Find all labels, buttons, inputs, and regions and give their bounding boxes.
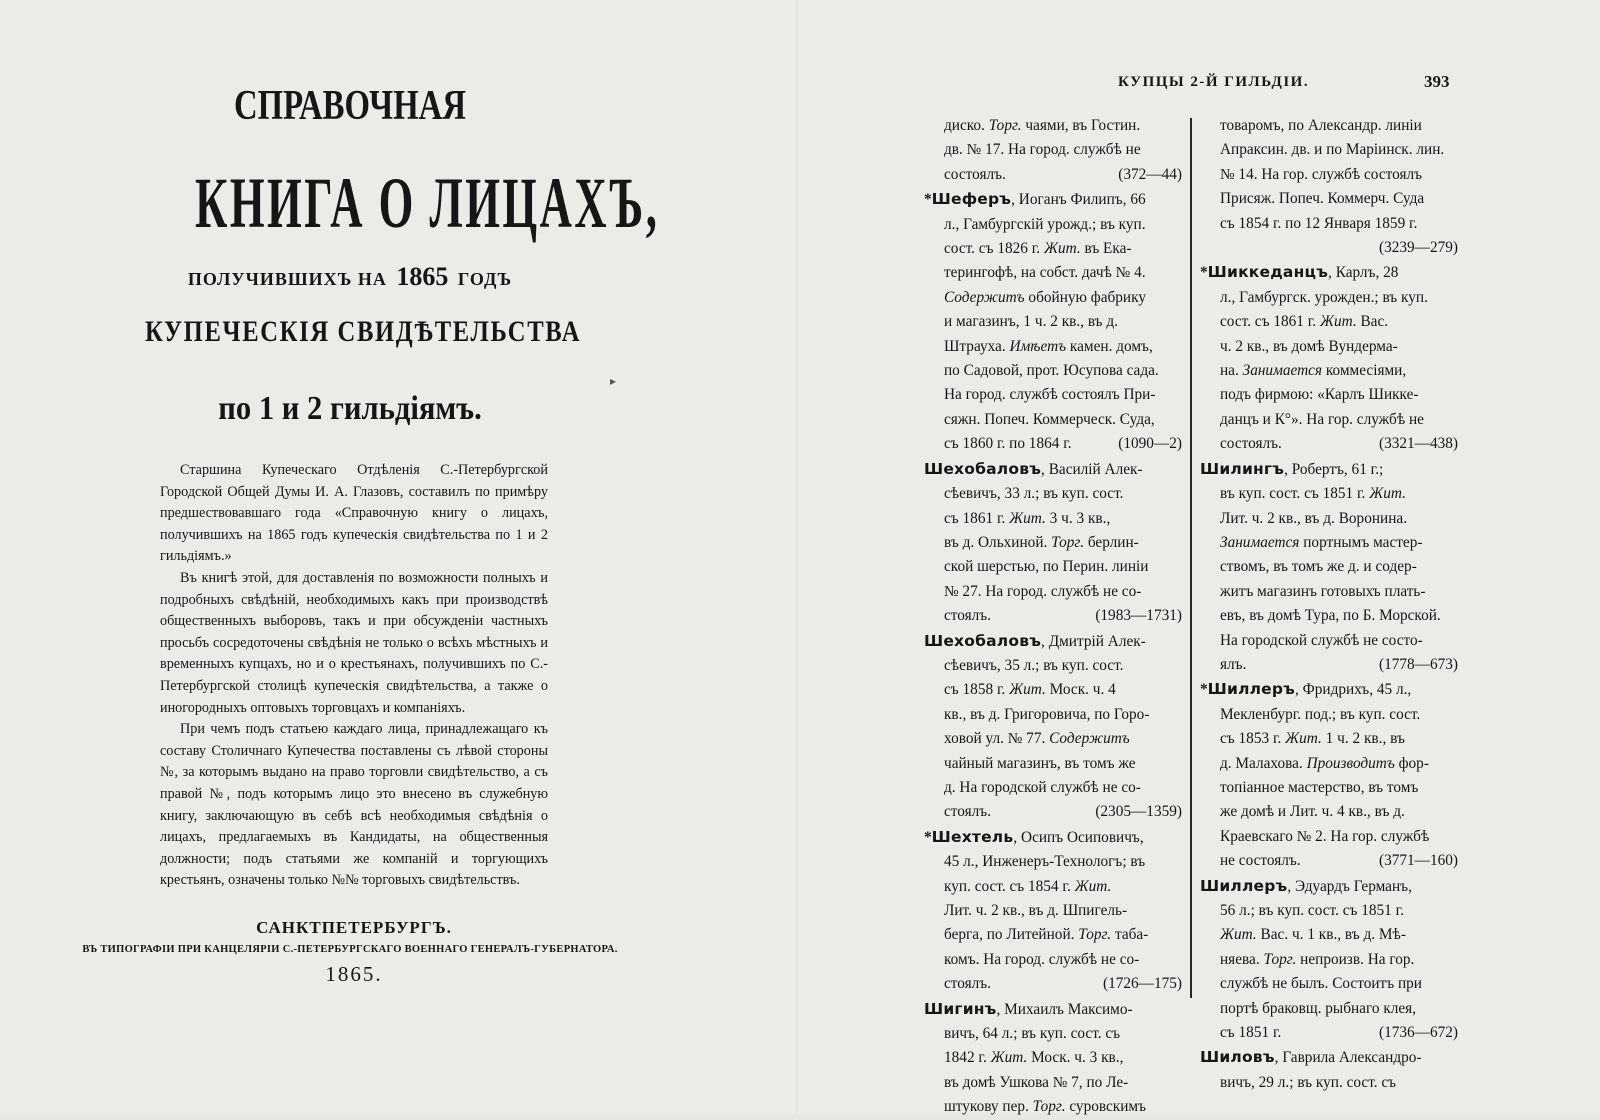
- preface-paragraph: При чемъ подъ статьею каждаго лица, принадлежащаго къ составу Столичнаго Купечества поставлены съ лѣвой стороны №, за которымъ выдано на право торговли свидѣтельство, а съ правой №, подъ которымъ лицо это внесено въ служебную книгу, заключающую въ себѣ всѣ необходимыя свѣдѣнія о лицахъ, предлагаемыхъ въ Кандидаты, на общественныя должности; подъ статьями же компаній и торгующихъ крестьянъ, означены только №№ торговыхъ свидѣтельствъ.: [160, 721, 548, 889]
- entry-surname: Шеферъ: [931, 190, 1012, 209]
- entry-number: (1736—672): [1378, 1024, 1458, 1042]
- title-line-2: КНИГА О ЛИЦАХЪ,: [195, 163, 660, 243]
- subtitle-year: 1865: [396, 262, 449, 291]
- entry-number: (3771—160): [1378, 852, 1458, 870]
- preface: [160, 460, 548, 892]
- entry-surname: Шиллеръ: [1200, 876, 1288, 895]
- entry-number: (372—44): [1118, 165, 1182, 183]
- directory-entry: Шиллеръ, Эдуардъ Германъ, 56 л.; въ куп. сост. съ 1851 г. Жит. Вас. ч. 1 кв., въ д. Мѣ- няева. Торг. непроизв. На гор. службѣ не былъ. Состоитъ при портѣ браковщ. рыбнаго клея, съ 1851 г. (1736—672): [1200, 874, 1458, 1046]
- paper-speck: ▸: [610, 374, 617, 388]
- title-line-1: СПРАВОЧНАЯ: [234, 83, 466, 129]
- left-page: [0, 0, 800, 1113]
- entry-number: (1778—673): [1378, 655, 1458, 673]
- entry-surname: Шехобаловъ: [924, 459, 1042, 478]
- entry-surname: Шехтель: [931, 827, 1014, 846]
- directory-entry: диско. Торг. чаями, въ Гостин. дв. № 17. На город. службѣ не состоялъ. (372—44): [924, 114, 1182, 187]
- directory-entry: *Шиккеданцъ, Карлъ, 28 л., Гамбургск. урожден.; въ куп. сост. съ 1861 г. Жит. Вас. ч. 2 кв., въ домѣ Вундерма- на. Занимается коммесіями, подъ фирмою: «Карлъ Шикке- данцъ и К°». На гор. службѣ не состоялъ. (3321—438): [1200, 260, 1458, 456]
- directory-entry: Шехобаловъ, Дмитрій Алек- сѣевичъ, 35 л.; въ куп. сост. съ 1858 г. Жит. Моск. ч. 4 кв., въ д. Григоровича, по Горо- ховой ул. № 77. Содержитъ чайный магазинъ, въ томъ же д. На городской службѣ не со- стоялъ. (2305—1359): [924, 629, 1182, 825]
- entry-surname: Шехобаловъ: [924, 631, 1042, 650]
- entry-number: (3239—279): [1378, 239, 1458, 257]
- title-line-4: КУПЕЧЕСКІЯ СВИДѢТЕЛЬСТВА: [145, 315, 582, 348]
- preface-paragraph: Старшина Купеческаго Отдѣленія С.-Петербургской Городской Общей Думы И. А. Глазовъ, составилъ по примѣру предшествовавшаго года «Справочную книгу о лицахъ, получившихъ на 1865 годъ купеческія свидѣтельства по 1 и 2 гильдіямъ.»: [160, 462, 548, 565]
- imprint-city: САНКТПЕТЕРБУРГЪ.: [256, 918, 452, 937]
- entry-number: (3321—438): [1378, 435, 1458, 453]
- page-number: 393: [1424, 72, 1450, 91]
- preface-paragraph: Въ книгѣ этой, для доставленія по возможности полныхъ и подробныхъ свѣдѣній, необходимыхъ какъ при производствѣ общественныхъ выборовъ, такъ и при обсужденіи частныхъ просьбъ сосредоточены свѣдѣнія не только о всѣхъ мѣстныхъ и временныхъ купцахъ, но и о крестьянахъ, получившихъ по С.-Петербургской столицѣ купеческія свидѣтельства, а также о иногородныхъ оптовыхъ торговцахъ и компаніяхъ.: [160, 569, 548, 716]
- directory-entry: *Шеферъ, Иоганъ Филипъ, 66 л., Гамбургскій урожд.; въ куп. сост. съ 1826 г. Жит. въ Ека- терингофѣ, на собст. дачѣ № 4. Содержитъ обойную фабрику и магазинъ, 1 ч. 2 кв., въ д. Штрауха. Имѣетъ камен. домъ, по Садовой, прот. Юсупова сада. На город. службѣ состоялъ При- сяжн. Попеч. Коммерческ. Суда, съ 1860 г. по 1864 г. (1090—2): [924, 187, 1182, 456]
- entry-number: (1726—175): [1102, 975, 1182, 993]
- directory-entry: Шигинъ, Михаилъ Максимо- вичъ, 64 л.; въ куп. сост. съ 1842 г. Жит. Моск. ч. 3 кв., въ домѣ Ушкова № 7, по Ле- штукову пер. Торг. суровскимъ: [924, 999, 1147, 1116]
- entry-number: (1983—1731): [1095, 607, 1182, 625]
- title-line-5: по 1 и 2 гильдіямъ.: [218, 390, 482, 427]
- entry-surname: Шиловъ: [1200, 1048, 1275, 1067]
- directory-entry: Шехобаловъ, Василій Алек- сѣевичъ, 33 л.; въ куп. сост. съ 1861 г. Жит. 3 ч. 3 кв., въ д. Ольхиной. Торг. берлин- ской шерстью, по Перин. линіи № 27. На город. службѣ не со- стоялъ. (1983—1731): [924, 457, 1182, 629]
- column-rule: [1190, 118, 1192, 998]
- subtitle-post: ГОДЪ: [457, 269, 513, 289]
- directory-entry: товаромъ, по Александр. линіи Апраксин. дв. и по Маріинск. лин. № 14. На гор. службѣ состоялъ Присяж. Попеч. Коммерч. Суда съ 1854 г. по 12 Января 1859 г. (3239—279): [1200, 114, 1458, 260]
- entry-number: (2305—1359): [1095, 803, 1182, 821]
- directory-entry: Шиловъ, Гаврила Александро- вичъ, 29 л.; въ куп. сост. съ: [1200, 1048, 1422, 1091]
- imprint-year: 1865.: [325, 962, 383, 986]
- running-head: КУПЦЫ 2-Й ГИЛЬДІИ.: [1118, 74, 1310, 90]
- imprint-printer: ВЪ ТИПОГРАФІИ ПРИ КАНЦЕЛЯРІИ С.-ПЕТЕРБУРГСКАГО ВОЕННАГО ГЕНЕРАЛЪ-ГУБЕРНАТОРА.: [82, 944, 618, 955]
- subtitle-pre: ПОЛУЧИВШИХЪ НА: [187, 269, 387, 289]
- entry-number: (1090—2): [1118, 435, 1182, 453]
- title-line-3: [100, 262, 600, 292]
- directory-column-2: [1200, 114, 1458, 1095]
- entry-surname: Шиллеръ: [1207, 680, 1296, 699]
- directory-entry: Шилингъ, Робертъ, 61 г.; въ куп. сост. съ 1851 г. Жит. Лит. ч. 2 кв., въ д. Воронина. Занимается портнымъ мастер- ствомъ, въ томъ же д. и содер- житъ магазинъ готовыхъ плать- евъ, въ домѣ Тура, по Б. Морской. На городской службѣ не состо- ялъ. (1778—673): [1200, 457, 1458, 678]
- entry-surname: Шиккеданцъ: [1207, 263, 1329, 282]
- directory-column-1: [924, 114, 1182, 1120]
- entry-surname: Шилингъ: [1200, 459, 1285, 478]
- entry-surname: Шигинъ: [924, 999, 997, 1018]
- directory-entry: *Шиллеръ, Фридрихъ, 45 л., Мекленбург. под.; въ куп. сост. съ 1853 г. Жит. 1 ч. 2 кв., въ д. Малахова. Производитъ фор- топіанное мастерство, въ томъ же домѣ и Лит. ч. 4 кв., въ д. Краевскаго № 2. На гор. службѣ не состоялъ. (3771—160): [1200, 677, 1458, 873]
- directory-entry: *Шехтель, Осипъ Осиповичъ, 45 л., Инженеръ-Технологъ; въ куп. сост. съ 1854 г. Жит. Лит. ч. 2 кв., въ д. Шпигель- берга, по Литейной. Торг. таба- комъ. На город. службѣ не со- стоялъ. (1726—175): [924, 825, 1182, 997]
